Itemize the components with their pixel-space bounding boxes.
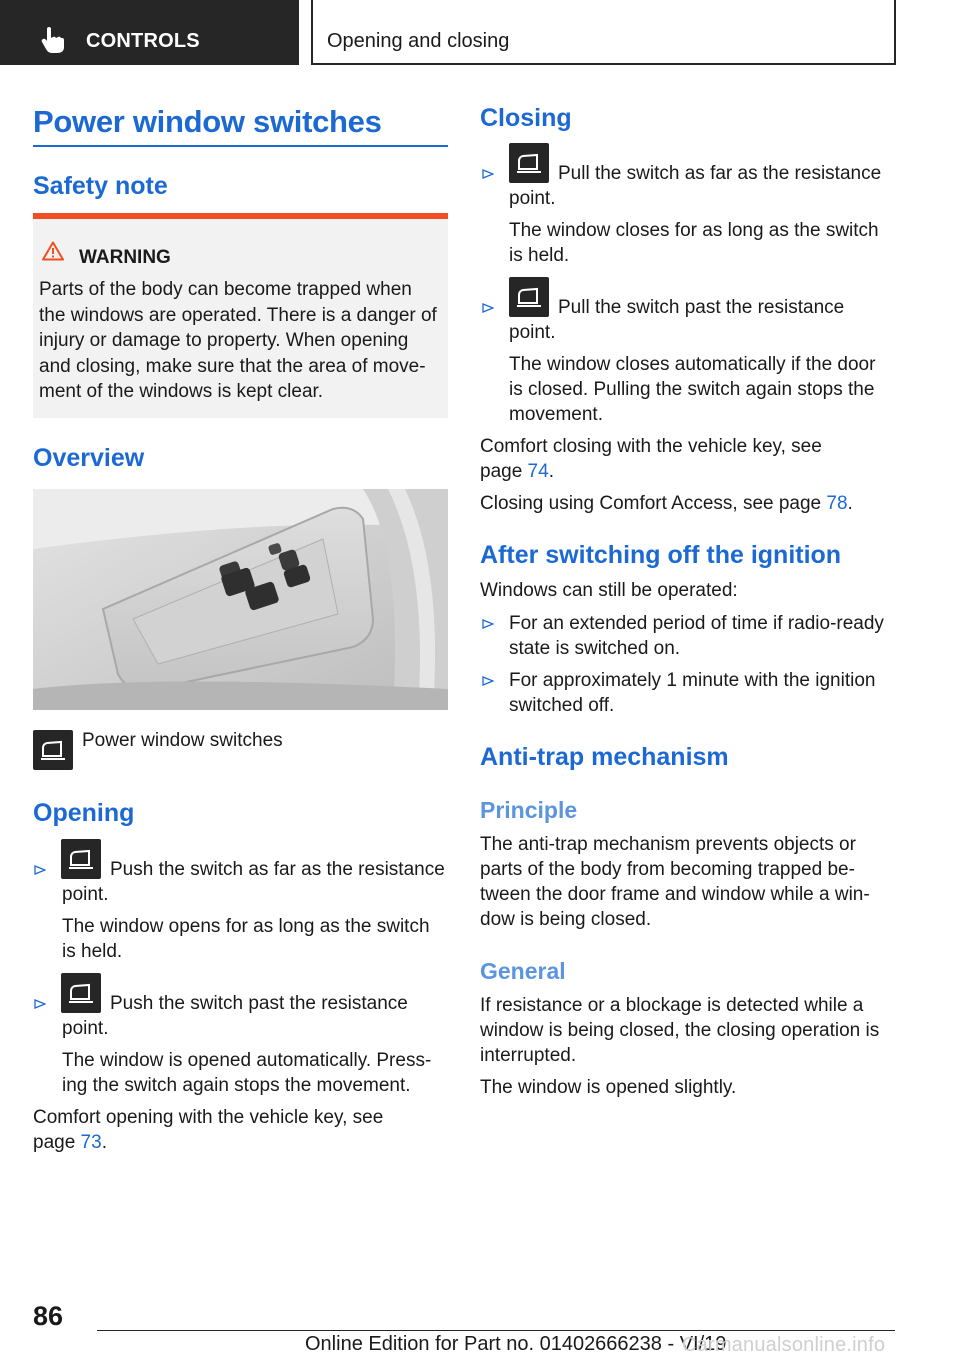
page-title: Power window switches — [33, 104, 382, 139]
warning-line: ment of the windows is kept clear. — [39, 381, 324, 402]
ref-prefix: Closing using Comfort Access, see page — [480, 493, 827, 514]
warning-text — [39, 277, 444, 405]
chapter-label: Opening and closing — [327, 30, 510, 52]
watermark: Carmanualsonline.info — [682, 1334, 886, 1356]
general-line: interrupted. — [480, 1045, 577, 1066]
ignition-heading: After switching off the ignition — [480, 541, 842, 569]
triangle-bullet-icon — [482, 168, 494, 180]
ref-prefix: page — [33, 1132, 81, 1153]
ref-prefix: page — [480, 461, 528, 482]
principle-line: tween the door frame and window while a win- — [480, 884, 870, 905]
ref-suffix: . — [548, 461, 554, 482]
section-label: CONTROLS — [86, 30, 200, 52]
list-item-subtext: The window is opened automatically. Press- — [62, 1050, 432, 1071]
comfort-opening-text: Comfort opening with the vehicle key, see — [33, 1107, 384, 1128]
list-item-text: point. — [509, 188, 556, 209]
triangle-bullet-icon — [482, 302, 494, 314]
closing-heading: Closing — [480, 104, 572, 132]
triangle-bullet-icon — [34, 998, 46, 1010]
section-tab — [0, 0, 299, 65]
list-item-text: Pull the switch past the resistance — [558, 297, 845, 318]
list-item-text: switched off. — [509, 695, 615, 716]
safety-heading: Safety note — [33, 172, 168, 200]
comfort-access-ref — [480, 491, 853, 517]
antitrap-heading: Anti-trap mechanism — [480, 743, 729, 771]
warning-box — [33, 213, 448, 418]
general-last-line: The window is opened slightly. — [480, 1077, 737, 1098]
list-item-text: Pull the switch as far as the resistance — [558, 163, 882, 184]
list-item-text: point. — [509, 322, 556, 343]
warning-line: injury or damage to property. When opening — [39, 330, 409, 351]
list-item-subtext: The window closes automatically if the door — [509, 354, 876, 375]
list-item-text: state is switched on. — [509, 638, 681, 659]
principle-heading: Principle — [480, 797, 578, 823]
ignition-intro: Windows can still be operated: — [480, 580, 738, 601]
page-number: 86 — [33, 1301, 64, 1331]
title-rule — [33, 145, 448, 147]
comfort-closing-ref — [480, 459, 554, 485]
principle-line: The anti-trap mechanism prevents objects or — [480, 834, 856, 855]
list-item-subtext: ing the switch again stops the movement. — [62, 1075, 411, 1096]
power-window-symbol-icon — [61, 973, 101, 1013]
list-item-subtext: is held. — [509, 245, 570, 266]
warning-line: and closing, make sure that the area of move- — [39, 355, 426, 377]
pointing-hand-icon — [40, 26, 66, 54]
opening-heading: Opening — [33, 799, 135, 827]
list-item-text: Push the switch as far as the resistance — [110, 859, 445, 880]
triangle-bullet-icon — [482, 618, 494, 630]
general-line: If resistance or a blockage is detected while a — [480, 995, 864, 1016]
comfort-closing-text: Comfort closing with the vehicle key, see — [480, 436, 822, 457]
power-window-symbol-icon — [33, 730, 73, 770]
principle-line: parts of the body from becoming trapped be- — [480, 859, 855, 880]
page-link-74[interactable]: 74 — [527, 461, 549, 482]
warning-line: the windows are operated. There is a danger of — [39, 304, 437, 326]
footer-rule — [97, 1330, 895, 1331]
list-item-subtext: The window opens for as long as the switch — [62, 916, 430, 937]
image-caption: Power window switches — [82, 730, 283, 751]
warning-label: WARNING — [79, 247, 171, 268]
list-item-text: point. — [62, 884, 109, 905]
general-heading: General — [480, 958, 566, 984]
principle-line: dow is being closed. — [480, 909, 652, 930]
chapter-tab — [311, 0, 896, 65]
comfort-opening-ref — [33, 1130, 107, 1156]
page-link-73[interactable]: 73 — [80, 1132, 102, 1153]
page-link-78[interactable]: 78 — [826, 493, 848, 514]
list-item-subtext: movement. — [509, 404, 603, 425]
triangle-bullet-icon — [482, 675, 494, 687]
power-window-symbol-icon — [509, 143, 549, 183]
list-item-subtext: The window closes for as long as the switch — [509, 220, 879, 241]
list-item-subtext: is held. — [62, 941, 123, 962]
overview-heading: Overview — [33, 444, 145, 472]
triangle-bullet-icon — [34, 864, 46, 876]
general-line: window is being closed, the closing operation is — [480, 1020, 880, 1041]
footer-edition: Online Edition for Part no. 01402666238 - VI/19 — [305, 1333, 727, 1355]
list-item-text: Push the switch past the resistance — [110, 993, 408, 1014]
power-window-symbol-icon — [61, 839, 101, 879]
list-item-text: For an extended period of time if radio-ready — [509, 613, 884, 634]
warning-line: Parts of the body can become trapped when — [39, 279, 412, 300]
warning-triangle-icon — [42, 241, 64, 261]
ref-suffix: . — [847, 493, 853, 514]
door-panel-photo — [33, 489, 448, 710]
power-window-symbol-icon — [509, 277, 549, 317]
list-item-text: For approximately 1 minute with the ignition — [509, 670, 876, 691]
list-item-subtext: is closed. Pulling the switch again stops the — [509, 379, 875, 400]
list-item-text: point. — [62, 1018, 109, 1039]
ref-suffix: . — [101, 1132, 107, 1153]
